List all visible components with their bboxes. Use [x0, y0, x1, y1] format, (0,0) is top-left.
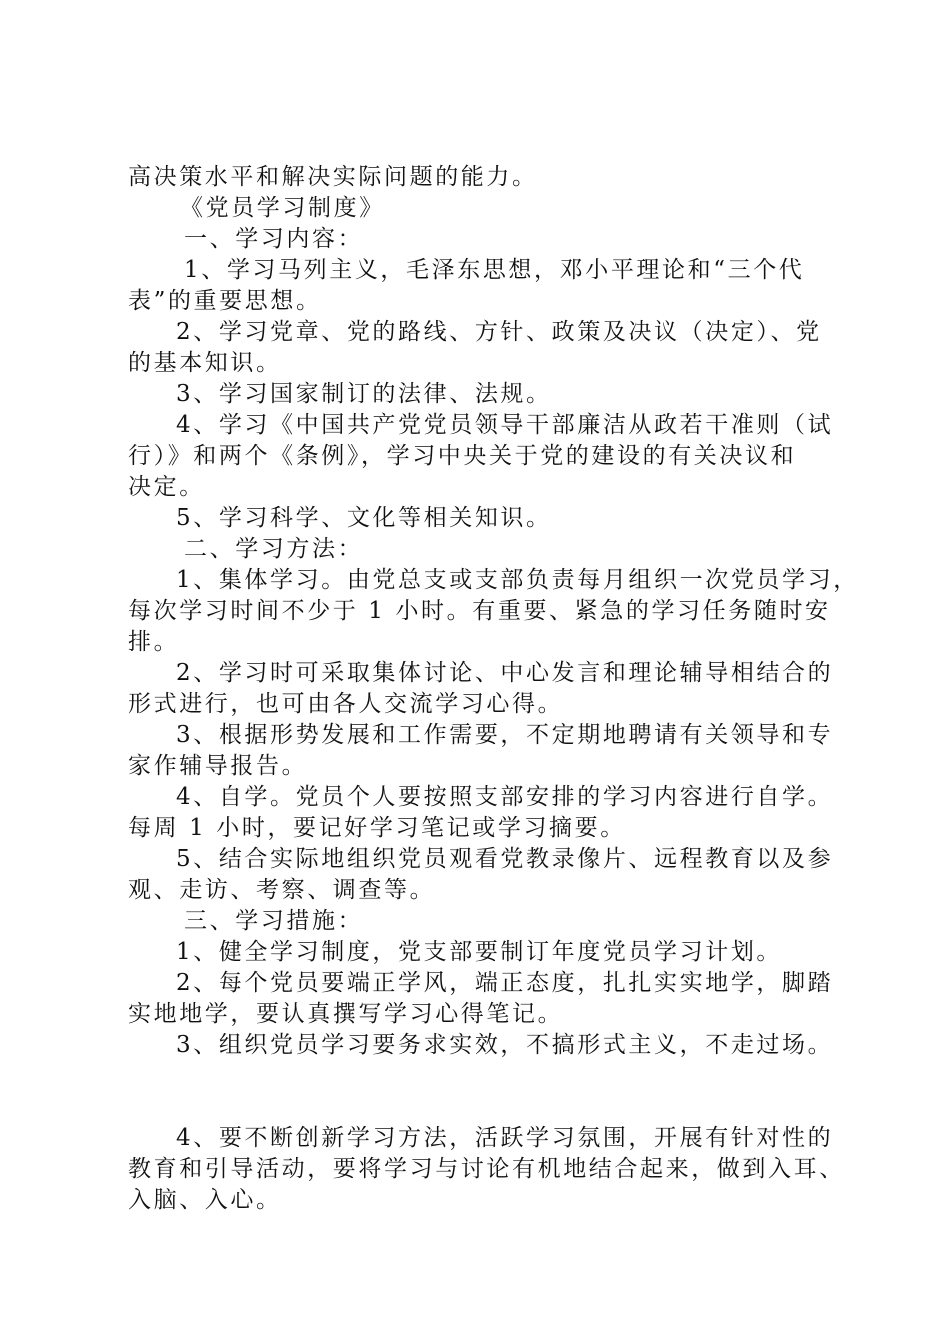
text-line: 实地地学，要认真撰写学习心得笔记。 — [128, 1001, 564, 1027]
text-line: 4、学习《中国共产党党员领导干部廉洁从政若干准则（试 — [176, 412, 834, 438]
text-line: 2、每个党员要端正学风，端正态度，扎扎实实地学，脚踏 — [176, 970, 834, 996]
text-line: 1、健全学习制度，党支部要制订年度党员学习计划。 — [176, 939, 783, 965]
text-line: 3、组织党员学习要务求实效，不搞形式主义，不走过场。 — [176, 1032, 834, 1058]
section-title: 《党员学习制度》 — [180, 195, 385, 221]
document-body — [128, 162, 859, 1216]
text-line: 行）》和两个《条例》，学习中央关于党的建设的有关决议和 — [128, 443, 797, 469]
text-line: 每周 1 小时，要记好学习笔记或学习摘要。 — [128, 815, 626, 841]
text-line: 4、要不断创新学习方法，活跃学习氛围，开展有针对性的 — [176, 1125, 834, 1151]
heading-study-method: 二、学习方法： — [184, 536, 364, 562]
heading-study-measures: 三、学习措施： — [184, 908, 364, 934]
text-line: 高决策水平和解决实际问题的能力。 — [128, 164, 538, 190]
text-line: 观、走访、考察、调查等。 — [128, 877, 436, 903]
text-line: 2、学习时可采取集体讨论、中心发言和理论辅导相结合的 — [176, 660, 834, 686]
text-line: 家作辅导报告。 — [128, 753, 308, 779]
text-line: 教育和引导活动，要将学习与讨论有机地结合起来，做到入耳、 — [128, 1156, 845, 1182]
text-line: 每次学习时间不少于 1 小时。有重要、紧急的学习任务随时安 — [128, 598, 831, 624]
text-line: 4、自学。党员个人要按照支部安排的学习内容进行自学。 — [176, 784, 834, 810]
text-line: 排。 — [128, 629, 180, 655]
text-line: 5、结合实际地组织党员观看党教录像片、远程教育以及参 — [176, 846, 834, 872]
heading-study-content: 一、学习内容： — [184, 226, 364, 252]
text-line: 3、根据形势发展和工作需要，不定期地聘请有关领导和专 — [176, 722, 834, 748]
text-line: 决定。 — [128, 474, 205, 500]
text-line: 入脑、入心。 — [128, 1187, 282, 1213]
text-line: 1、学习马列主义，毛泽东思想，邓小平理论和“三个代 — [184, 257, 805, 283]
text-line: 1、集体学习。由党总支或支部负责每月组织一次党员学习， — [176, 567, 859, 593]
text-line: 的基本知识。 — [128, 350, 282, 376]
text-line: 表”的重要思想。 — [128, 288, 322, 314]
text-line: 5、学习科学、文化等相关知识。 — [176, 505, 552, 531]
text-line: 3、学习国家制订的法律、法规。 — [176, 381, 552, 407]
text-line: 形式进行，也可由各人交流学习心得。 — [128, 691, 564, 717]
text-line: 2、学习党章、党的路线、方针、政策及决议（决定）、党 — [176, 319, 822, 345]
paragraph-gap — [128, 1061, 840, 1123]
